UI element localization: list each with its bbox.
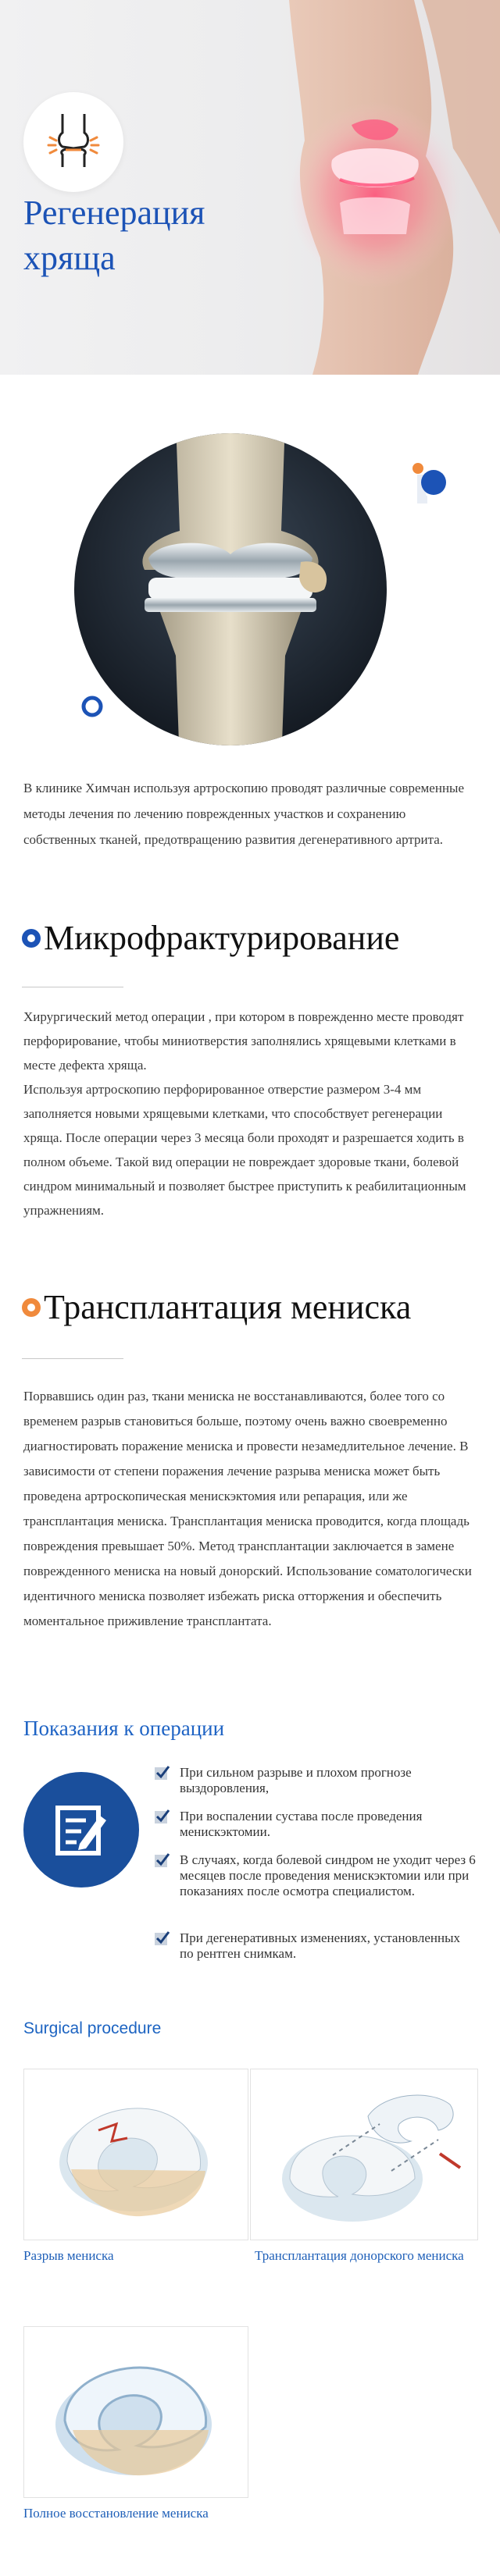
checkbox-checked-icon bbox=[153, 1764, 170, 1781]
meniscus-restored-image bbox=[24, 2327, 248, 2497]
step-caption: Трансплантация донорского мениска bbox=[255, 2248, 464, 2263]
meniscus-tear-image bbox=[24, 2069, 248, 2240]
step-caption: Разрыв мениска bbox=[23, 2248, 114, 2263]
step-caption: Полное восстановление мениска bbox=[23, 2506, 209, 2521]
list-item-text: При воспалении сустава после проведения менискэктомии. bbox=[180, 1809, 423, 1839]
list-item-text: При сильном разрыве и плохом прогнозе выздоровления, bbox=[180, 1765, 412, 1795]
knee-illustration bbox=[258, 0, 500, 375]
procedure-step-card bbox=[250, 2069, 478, 2240]
intro-paragraph: В клинике Химчан используя артроскопию проводят различные современные методы лечения по лечению поврежденных участков и сохранению собственных тканей, предотвращению развития дегенеративного артрита. bbox=[23, 781, 465, 847]
document-edit-icon bbox=[23, 1772, 139, 1888]
microfracture-text: Хирургический метод операции , при котором в поврежденно месте проводят перфорирование, чтобы миниотверстия заполнялись хрящевыми клетками в месте дефекта хряща. Используя артроскопию перфорированное отверстие размером 3-4 мм заполняется новыми хрящевыми клетками, что способствует регенерации хряща. После операции через 3 месяца боли проходят и разрешается ходить в полном объеме. Такой вид операции не повреждает здоровые ткани, болевой синдром минимальный и позволяет быстрее приступить к реабилитационным упражнениям. bbox=[23, 1009, 466, 1218]
checkbox-checked-icon bbox=[153, 1930, 170, 1947]
page-title-line1: Регенерация bbox=[23, 194, 205, 232]
divider bbox=[22, 1358, 123, 1359]
indications-title: Показания к операции bbox=[23, 1717, 225, 1740]
knee-logo-badge bbox=[23, 92, 123, 192]
list-item-text: В случаях, когда болевой синдром не уходит через 6 месяцев после проведения менискэктомии или при показаниях после осмотра специалистом. bbox=[180, 1852, 476, 1898]
checkbox-checked-icon bbox=[153, 1808, 170, 1825]
page-title bbox=[23, 190, 258, 281]
knee-joint-icon bbox=[23, 92, 123, 192]
checkbox-checked-icon bbox=[153, 1852, 170, 1869]
transplant-text: Порвавшись один раз, ткани мениска не восстанавливаются, более того со временем разрыв становиться больше, поэтому очень важно своевременно диагностировать поражение мениска и провести незамедлительное лечение. В зависимости от степени поражения лечение разрыва мениска может быть проведена артроскопическая менискэктомия или репарация, или же трансплантация мениска. Трансплантация мениска проводится, когда площадь повреждения превышает 50%. Метод трансплантации заключается в замене поврежденного мениска на новый донорский. Использование соматологически идентичного мениска позволяет избежать риска отторжения и обеспечить моментальное приживление трансплантата. bbox=[23, 1389, 472, 1628]
transplant-title: Трансплантация мениска bbox=[44, 1288, 412, 1326]
page-title-line2: хряща bbox=[23, 239, 116, 277]
hero-banner bbox=[0, 0, 500, 375]
microfracture-title: Микрофрактурирование bbox=[44, 919, 400, 957]
procedure-title: Surgical procedure bbox=[23, 2019, 162, 2037]
procedure-step-card bbox=[23, 2326, 248, 2498]
section-bullet-icon bbox=[22, 929, 41, 948]
deco-dot-orange bbox=[412, 463, 423, 474]
procedure-step-card bbox=[23, 2069, 248, 2240]
deco-ring bbox=[84, 698, 101, 715]
section-bullet-icon bbox=[22, 1298, 41, 1317]
knee-implant-illustration bbox=[74, 422, 465, 765]
list-item-text: При дегенеративных изменениях, установленных по рентген снимкам. bbox=[180, 1930, 460, 1961]
deco-dot-blue bbox=[421, 470, 446, 495]
document-edit-badge bbox=[23, 1772, 139, 1888]
donor-meniscus-transplant-image bbox=[251, 2069, 477, 2240]
